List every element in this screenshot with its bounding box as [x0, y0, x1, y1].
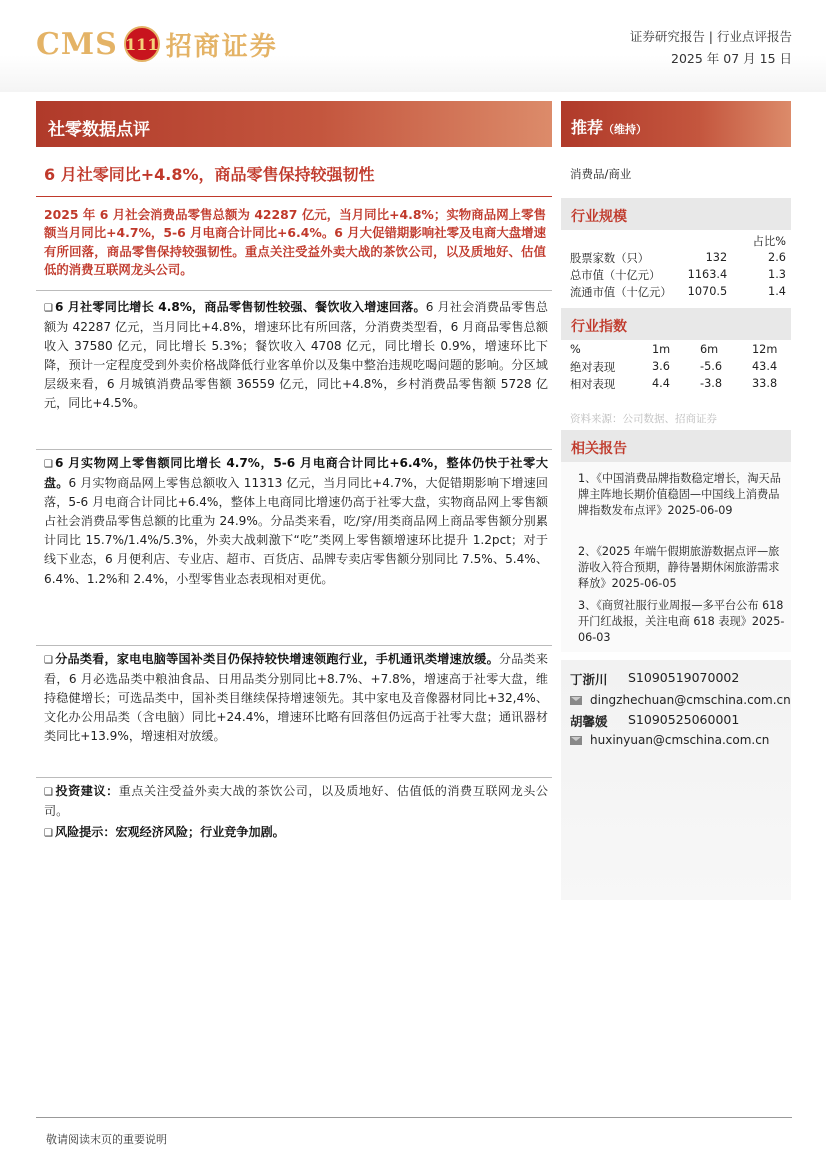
summary-divider [36, 290, 552, 291]
industry-scale-table [570, 232, 786, 300]
square-bullet-icon: ❑ [44, 828, 53, 839]
point-5 [44, 823, 548, 843]
point-2 [44, 454, 548, 589]
section-title-banner: 社零数据点评 [36, 101, 552, 147]
row-6m: -5.6 [700, 360, 723, 373]
row-value: 132 [705, 251, 728, 264]
industry-index-title: 行业指数 [561, 308, 791, 340]
point-divider [36, 777, 552, 778]
row-value: 1163.4 [687, 268, 728, 281]
point-3 [44, 650, 548, 746]
related-reports-title: 相关报告 [561, 430, 791, 462]
point-1-text: 6 月社会消费品零售总额为 42287 亿元，当月同比+4.8%，增速环比有所回落，分消费类型看，6 月商品零售总额收入 37580 亿元，同比增长 5.3%；餐饮收入 4708 亿元，同比增长 0.9%，增速环比下降，预计一定程度受到外卖价格战降低行业客单价以及集中整治违规吃喝问题的影响。分区域层级来看，6 月城镇消费品零售额 36559 亿元，同比+4.8%，乡村消费品零售额 5728 亿元，同比+4.5%。 [44, 300, 548, 411]
row-pct: 1.4 [768, 285, 786, 298]
rating-sub: （维持） [603, 123, 648, 136]
square-bullet-icon: ❑ [44, 787, 53, 798]
row-label: 总市值（十亿元） [570, 268, 661, 282]
row-12m: 43.4 [752, 360, 778, 373]
industry-scale-title: 行业规模 [561, 198, 791, 230]
table-row [570, 266, 786, 283]
analyst-1 [570, 670, 739, 688]
report-type: 证券研究报告 | 行业点评报告 [629, 29, 792, 44]
analyst-email[interactable]: huxinyuan@cmschina.com.cn [590, 733, 770, 747]
point-5-lead: 风险提示：宏观经济风险；行业竞争加剧。 [54, 825, 285, 839]
mail-icon [570, 736, 582, 745]
analyst-name: 胡馨媛 [570, 714, 608, 729]
analyst-cert-id: S1090525060001 [628, 712, 740, 727]
footer-divider [36, 1117, 792, 1118]
index-header-12m: 12m [752, 343, 778, 356]
index-header-6m: 6m [700, 343, 719, 356]
square-bullet-icon: ❑ [44, 655, 53, 666]
logo-cms-text: CMS [36, 26, 118, 62]
index-header-pct: % [570, 343, 581, 356]
row-label: 流通市值（十亿元） [570, 285, 672, 299]
industry-index-table [570, 341, 780, 392]
company-logo [36, 24, 278, 64]
analyst-1-email-row [570, 693, 791, 707]
point-1-lead: 6 月社零同比增长 4.8%，商品零售韧性较强、餐饮收入增速回落。 [54, 300, 426, 314]
mail-icon [570, 696, 582, 705]
analyst-2 [570, 712, 739, 730]
rating-banner [561, 101, 791, 147]
rating-label: 推荐 [571, 118, 604, 137]
row-label: 相对表现 [570, 377, 616, 391]
row-6m: -3.8 [700, 377, 723, 390]
table-row [570, 283, 786, 300]
point-divider [36, 645, 552, 646]
row-label: 股票家数（只） [570, 251, 650, 265]
row-1m: 3.6 [652, 360, 670, 373]
share-header: 占比% [752, 234, 786, 248]
analyst-email[interactable]: dingzhechuan@cmschina.com.cn [590, 693, 791, 707]
point-2-text: 6 月实物商品网上零售总额收入 11313 亿元，当月同比+4.7%，大促错期影响下增速回落，5-6 月电商合计同比+6.4%，整体上电商同比增速仍高于社零大盘，实物商品网上零售额占社会消费品零售总额的比重为 24.9%。分品类来看，吃/穿/用类商品网上商品零售额分别累计同比 15.7%/1.4%/5.3%，外卖大战刺激下“吃”类网上零售额增速环比提升 1.2pct；对于线下业态，6 月便利店、专业店、超市、百货店、品牌专卖店零售额分别同比 7.5%、5.4%、6.4%、1.2%和 2.4%，小型零售业态表现相对更优。 [44, 476, 548, 586]
row-1m: 4.4 [652, 377, 670, 390]
analyst-cert-id: S1090519070002 [628, 670, 740, 685]
analyst-2-email-row [570, 733, 769, 747]
table-row [570, 375, 780, 392]
point-3-text: 分品类来看，6 月必选品类中粮油食品、日用品类分别同比+8.7%、+7.8%，增速高于社零大盘，维持稳健增长；可选品类中，国补类目继续保持增速领先。其中家电及音像器材同比+32,4%、文化办公用品类（含电脑）同比+24.4%，增速环比略有回落但仍远高于社零大盘；通讯器材类同比+13.9%，增速相对放缓。 [44, 652, 548, 744]
related-report-link[interactable]: 3、《商贸社服行业周报—多平台公布 618 开门红战报，关注电商 618 表现》2025-06-03 [578, 599, 785, 645]
related-report-link[interactable]: 1、《中国消费品牌指数稳定增长，淘天品牌主阵地长期价值稳固—中国线上消费品牌指数发布点评》2025-06-09 [578, 472, 781, 518]
logo-mark-icon: 111 [124, 26, 160, 62]
table-header-row [570, 341, 780, 358]
point-4-lead: 投资建议： [54, 784, 119, 798]
data-source: 资料来源：公司数据、招商证券 [570, 413, 717, 425]
related-report-link[interactable]: 2、《2025 年端午假期旅游数据点评—旅游收入符合预期，静待暑期休闲旅游需求释放》2025-06-05 [578, 545, 780, 591]
table-row [570, 249, 786, 266]
row-12m: 33.8 [752, 377, 778, 390]
point-2-lead: 6 月实物网上零售额同比增长 4.7%，5-6 月电商合计同比+6.4%，整体仍快于社零大盘。 [44, 456, 548, 491]
analyst-name: 丁浙川 [570, 672, 608, 687]
point-1 [44, 298, 548, 414]
report-date: 2025 年 07 月 15 日 [671, 51, 792, 66]
row-pct: 1.3 [768, 268, 786, 281]
summary-paragraph: 2025 年 6 月社会消费品零售总额为 42287 亿元，当月同比+4.8%；实物商品网上零售额当月同比+4.7%，5-6 月电商合计同比+6.4%。6 月大促错期影响社零及电商大盘增速有所回落，商品零售保持较强韧性。重点关注受益外卖大战的茶饮公司，以及质地好、估值低的消费互联网龙头公司。 [44, 207, 546, 278]
table-header-row [570, 232, 786, 249]
logo-cn-text: 招商证券 [165, 31, 278, 62]
report-headline: 6 月社零同比+4.8%，商品零售保持较强韧性 [44, 165, 375, 184]
point-3-lead: 分品类看，家电电脑等国补类目仍保持较快增速领跑行业，手机通讯类增速放缓。 [54, 652, 499, 666]
table-row [570, 358, 780, 375]
index-header-1m: 1m [652, 343, 671, 356]
row-label: 绝对表现 [570, 360, 616, 374]
footer-note: 敬请阅读末页的重要说明 [46, 1133, 167, 1146]
point-4 [44, 782, 548, 821]
industry-label: 消费品/商业 [570, 167, 632, 181]
header-meta [630, 26, 792, 70]
square-bullet-icon: ❑ [44, 303, 53, 314]
point-divider [36, 449, 552, 450]
row-value: 1070.5 [687, 285, 728, 298]
row-pct: 2.6 [768, 251, 786, 264]
point-4-text: 重点关注受益外卖大战的茶饮公司，以及质地好、估值低的消费互联网龙头公司。 [44, 784, 548, 819]
square-bullet-icon: ❑ [44, 459, 53, 470]
headline-divider [36, 196, 552, 197]
